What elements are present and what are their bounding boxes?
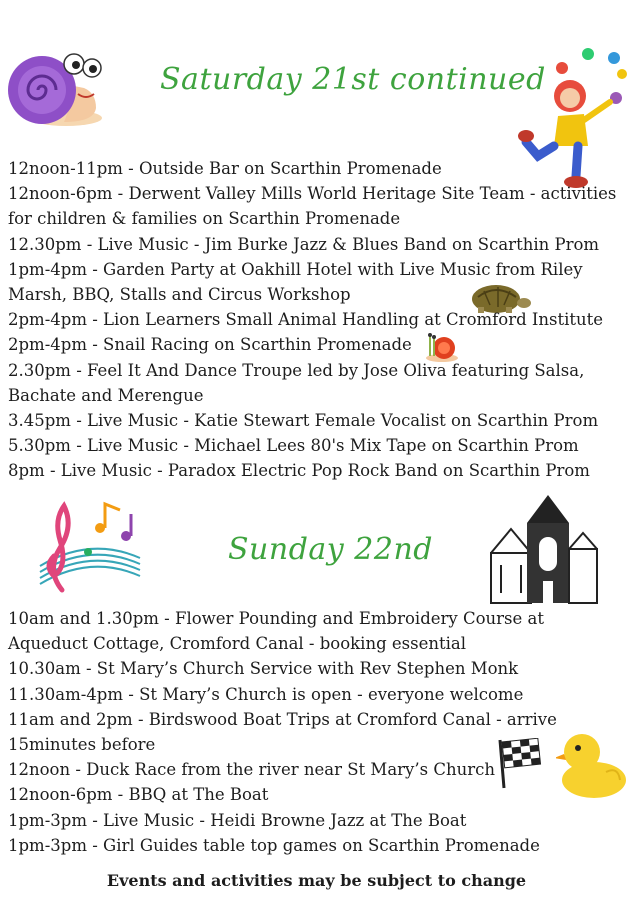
list-item: 12noon-11pm - Outside Bar on Scarthin Promenade [8,159,442,178]
list-item: 12noon-6pm - BBQ at The Boat [8,785,269,805]
list-item: 5.30pm - Live Music - Michael Lees 80's Mix Tape on Scarthin Prom [8,436,579,456]
list-item: 1pm-4pm - Garden Party at Oakhill Hotel with Live Music from Riley Marsh, BBQ, Stalls and Circus Workshop [8,259,583,305]
saturday-heading: Saturday 21st continued [160,62,546,97]
sunday-events-list [8,606,568,858]
disclaimer-footer: Events and activities may be subject to change [106,871,527,890]
church-icon [487,493,601,605]
snail-cartoon-icon [4,38,104,130]
list-item: 11.30am-4pm - St Mary’s Church is open - everyone welcome [8,684,524,704]
list-item: 8pm - Live Music - Paradox Electric Pop Rock Band on Scarthin Prom [8,461,590,481]
saturday-events-list [8,156,620,484]
list-item: 11am and 2pm - Birdswood Boat Trips at Cromford Canal - arrive 15minutes before [8,709,557,755]
list-item: 10am and 1.30pm - Flower Pounding and Embroidery Course at Aqueduct Cottage, Cromford Canal - booking essential [8,609,545,654]
list-item: 2pm-4pm - Lion Learners Small Animal Handling at Cromford Institute [8,310,604,330]
list-item: 1pm-3pm - Girl Guides table top games on Scarthin Promenade [8,835,540,855]
list-item: 12.30pm - Live Music - Jim Burke Jazz & Blues Band on Scarthin Prom [8,234,600,254]
list-item: 10.30am - St Mary’s Church Service with Rev Stephen Monk [8,659,519,679]
list-item: 12noon - Duck Race from the river near St Mary’s Church [8,760,495,780]
list-item: 2pm-4pm - Snail Racing on Scarthin Promenade [8,335,412,355]
list-item: 1pm-3pm - Live Music - Heidi Browne Jazz at The Boat [8,810,467,830]
list-item: 2.30pm - Feel It And Dance Troupe led by Jose Oliva featuring Salsa, Bachate and Merengue [8,360,585,405]
sunday-heading: Sunday 22nd [228,532,433,567]
music-notes-icon [30,496,148,600]
list-item: 12noon-6pm - Derwent Valley Mills World Heritage Site Team - activities for children & families on Scarthin Promenade [8,184,617,229]
list-item: 3.45pm - Live Music - Katie Stewart Female Vocalist on Scarthin Prom [8,411,599,431]
